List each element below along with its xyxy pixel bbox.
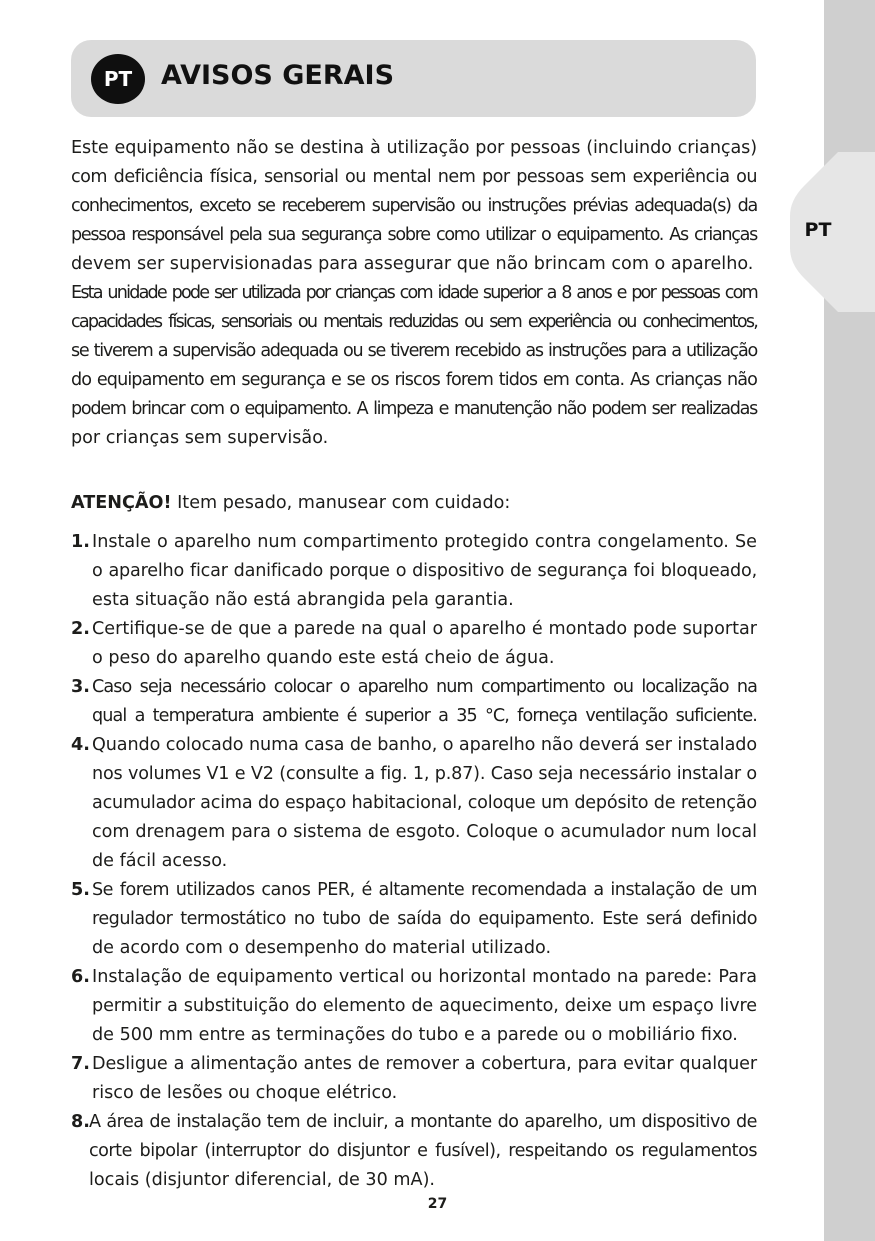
list-item bbox=[71, 528, 757, 615]
attention-label: ATENÇÃO! bbox=[71, 493, 172, 513]
intro-line: devem ser supervisionadas para assegurar que não brincam com o aparelho. bbox=[71, 254, 754, 274]
list-item bbox=[71, 1050, 757, 1108]
item-line: permitir a substituição do elemento de aquecimento, deixe um espaço livre bbox=[92, 996, 757, 1016]
item-number: 4. bbox=[71, 735, 90, 755]
intro-line: conhecimentos, exceto se receberem supervisão ou instruções prévias adequada(s) da bbox=[71, 196, 757, 216]
item-line: de acordo com o desempenho do material utilizado. bbox=[92, 938, 552, 958]
intro-line: Este equipamento não se destina à utilização por pessoas (incluindo crianças) bbox=[71, 138, 757, 158]
warnings-list bbox=[71, 528, 757, 1195]
attention-note bbox=[71, 489, 510, 518]
list-item bbox=[71, 731, 757, 876]
page-number: 27 bbox=[427, 1196, 448, 1212]
section-header bbox=[71, 40, 756, 117]
list-item bbox=[71, 615, 757, 673]
item-line: acumulador acima do espaço habitacional, coloque um depósito de retenção bbox=[92, 793, 757, 813]
list-item bbox=[71, 963, 757, 1050]
intro-line: por crianças sem supervisão. bbox=[71, 428, 329, 448]
item-line: Quando colocado numa casa de banho, o aparelho não deverá ser instalado bbox=[92, 735, 757, 755]
item-number: 5. bbox=[71, 880, 90, 900]
item-line: de fácil acesso. bbox=[92, 851, 228, 871]
item-line: Instalação de equipamento vertical ou horizontal montado na parede: Para bbox=[92, 967, 757, 987]
item-line: A área de instalação tem de incluir, a montante do aparelho, um dispositivo de bbox=[89, 1112, 757, 1132]
item-line: locais (disjuntor diferencial, de 30 mA). bbox=[89, 1170, 436, 1190]
intro-line: Esta unidade pode ser utilizada por crianças com idade superior a 8 anos e por pessoas com bbox=[71, 283, 757, 303]
item-number: 6. bbox=[71, 967, 90, 987]
item-line: nos volumes V1 e V2 (consulte a fig. 1, p.87). Caso seja necessário instalar o bbox=[92, 764, 757, 784]
item-line: Instale o aparelho num compartimento protegido contra congelamento. Se bbox=[92, 532, 757, 552]
item-number: 7. bbox=[71, 1054, 90, 1074]
attention-text: Item pesado, manusear com cuidado: bbox=[171, 493, 511, 513]
intro-line: podem brincar com o equipamento. A limpeza e manutenção não podem ser realizadas bbox=[71, 399, 757, 419]
item-line: risco de lesões ou choque elétrico. bbox=[92, 1083, 398, 1103]
item-line: esta situação não está abrangida pela garantia. bbox=[92, 590, 514, 610]
list-item bbox=[71, 876, 757, 963]
item-number: 1. bbox=[71, 532, 90, 552]
intro-line: pessoa responsável pela sua segurança sobre como utilizar o equipamento. As crianças bbox=[71, 225, 757, 245]
item-line: Se forem utilizados canos PER, é altamente recomendada a instalação de um bbox=[92, 880, 757, 900]
item-number: 2. bbox=[71, 619, 90, 639]
item-line: o aparelho ficar danificado porque o dispositivo de segurança foi bloqueado, bbox=[92, 561, 757, 581]
language-tab bbox=[790, 152, 875, 312]
list-item bbox=[71, 673, 757, 731]
item-line: de 500 mm entre as terminações do tubo e a parede ou o mobiliário fixo. bbox=[92, 1025, 738, 1045]
item-line: qual a temperatura ambiente é superior a 35 °C, forneça ventilação suficiente. bbox=[92, 706, 757, 726]
item-line: Certifique-se de que a parede na qual o aparelho é montado pode suportar bbox=[92, 619, 757, 639]
item-line: regulador termostático no tubo de saída do equipamento. Este será definido bbox=[92, 909, 757, 929]
language-badge: PT bbox=[91, 54, 145, 104]
item-line: Caso seja necessário colocar o aparelho num compartimento ou localização na bbox=[92, 677, 757, 697]
intro-line: capacidades físicas, sensoriais ou mentais reduzidas ou sem experiência ou conhecimentos, bbox=[71, 312, 757, 332]
intro-line: do equipamento em segurança e se os riscos forem tidos em conta. As crianças não bbox=[71, 370, 757, 390]
item-number: 3. bbox=[71, 677, 90, 697]
item-line: corte bipolar (interruptor do disjuntor e fusível), respeitando os regulamentos bbox=[89, 1141, 757, 1161]
list-item bbox=[71, 1108, 757, 1195]
item-line: Desligue a alimentação antes de remover a cobertura, para evitar qualquer bbox=[92, 1054, 757, 1074]
item-line: o peso do aparelho quando este está cheio de água. bbox=[92, 648, 555, 668]
language-tab-label: PT bbox=[804, 219, 832, 241]
item-line: com drenagem para o sistema de esgoto. Coloque o acumulador num local bbox=[92, 822, 757, 842]
intro-line: se tiverem a supervisão adequada ou se tiverem recebido as instruções para a utilização bbox=[71, 341, 757, 361]
item-number: 8. bbox=[71, 1112, 90, 1132]
intro-paragraph bbox=[71, 134, 757, 453]
section-title: AVISOS GERAIS bbox=[161, 60, 395, 91]
intro-line: com deficiência física, sensorial ou mental nem por pessoas sem experiência ou bbox=[71, 167, 757, 187]
